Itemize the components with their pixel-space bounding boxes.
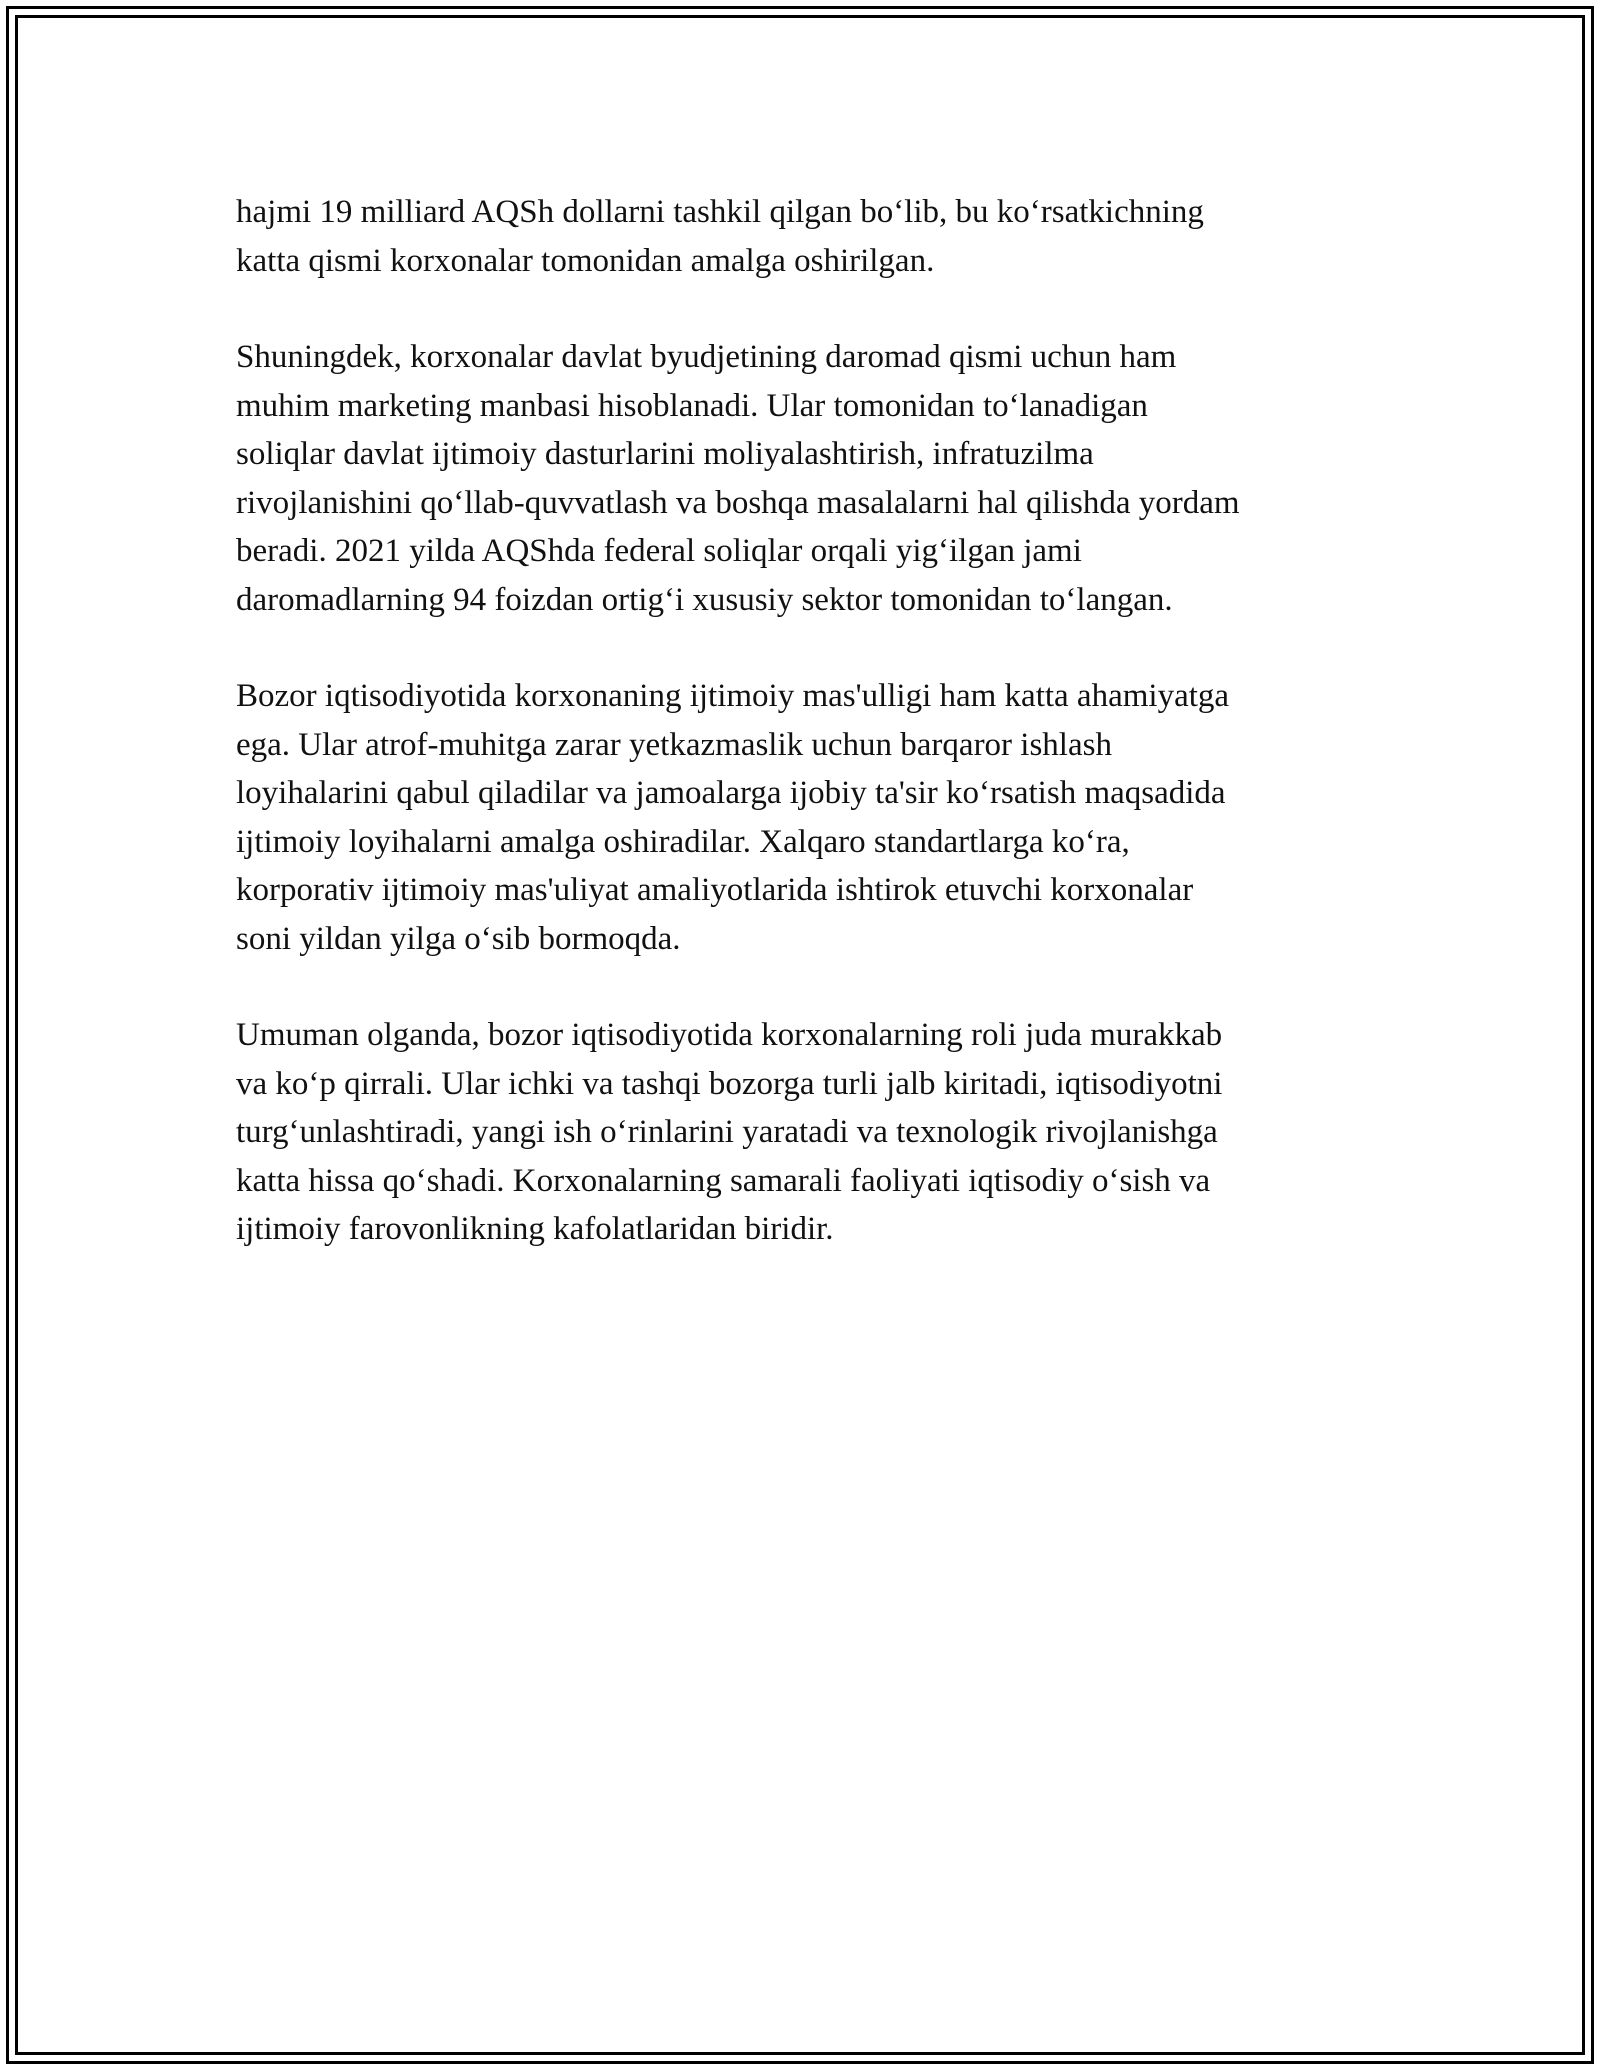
paragraph-3 [236,672,1366,963]
text-line: katta qismi korxonalar tomonidan amalga oshirilgan. [236,242,935,279]
text-line: turg‘unlashtiradi, yangi ish o‘rinlarini yaratadi va texnologik rivojlanishga [236,1114,1218,1150]
paragraph-1 [236,188,1366,285]
text-line: va ko‘p qirrali. Ular ichki va tashqi bozorga turli jalb kiritadi, iqtisodiyotni [236,1065,1223,1102]
text-line: daromadlarning 94 foizdan ortig‘i xususiy sektor tomonidan to‘langan. [236,581,1173,618]
paragraph-4 [236,1011,1366,1254]
text-line: soliqlar davlat ijtimoiy dasturlarini moliyalashtirish, infratuzilma [236,436,1094,472]
paragraph-2 [236,333,1366,624]
text-line: ega. Ular atrof-muhitga zarar yetkazmaslik uchun barqaror ishlash [236,726,1112,763]
text-line: Bozor iqtisodiyotida korxonaning ijtimoiy mas'ulligi ham katta ahamiyatga [236,678,1230,714]
text-line: muhim marketing manbasi hisoblanadi. Ular tomonidan to‘lanadigan [236,387,1148,424]
text-line: beradi. 2021 yilda AQShda federal soliqlar orqali yig‘ilgan jami [236,533,1082,569]
text-line: soni yildan yilga o‘sib bormoqda. [236,920,681,957]
text-line: ijtimoiy loyihalarni amalga oshiradilar. Xalqaro standartlarga ko‘ra, [236,823,1130,860]
text-line: ijtimoiy farovonlikning kafolatlaridan biridir. [236,1211,834,1247]
text-line: rivojlanishini qo‘llab-quvvatlash va boshqa masalalarni hal qilishda yordam [236,484,1240,521]
text-line: korporativ ijtimoiy mas'uliyat amaliyotlarida ishtirok etuvchi korxonalar [236,872,1194,908]
text-line: hajmi 19 milliard AQSh dollarni tashkil qilgan bo‘lib, bu ko‘rsatkichning [236,194,1204,230]
document-body [236,188,1366,1302]
text-line: loyihalarini qabul qiladilar va jamoalarga ijobiy ta'sir ko‘rsatish maqsadida [236,775,1226,811]
text-line: katta hissa qo‘shadi. Korxonalarning samarali faoliyati iqtisodiy o‘sish va [236,1162,1211,1199]
text-line: Shuningdek, korxonalar davlat byudjetining daromad qismi uchun ham [236,339,1177,375]
text-line: Umuman olganda, bozor iqtisodiyotida korxonalarning roli juda murakkab [236,1017,1223,1053]
